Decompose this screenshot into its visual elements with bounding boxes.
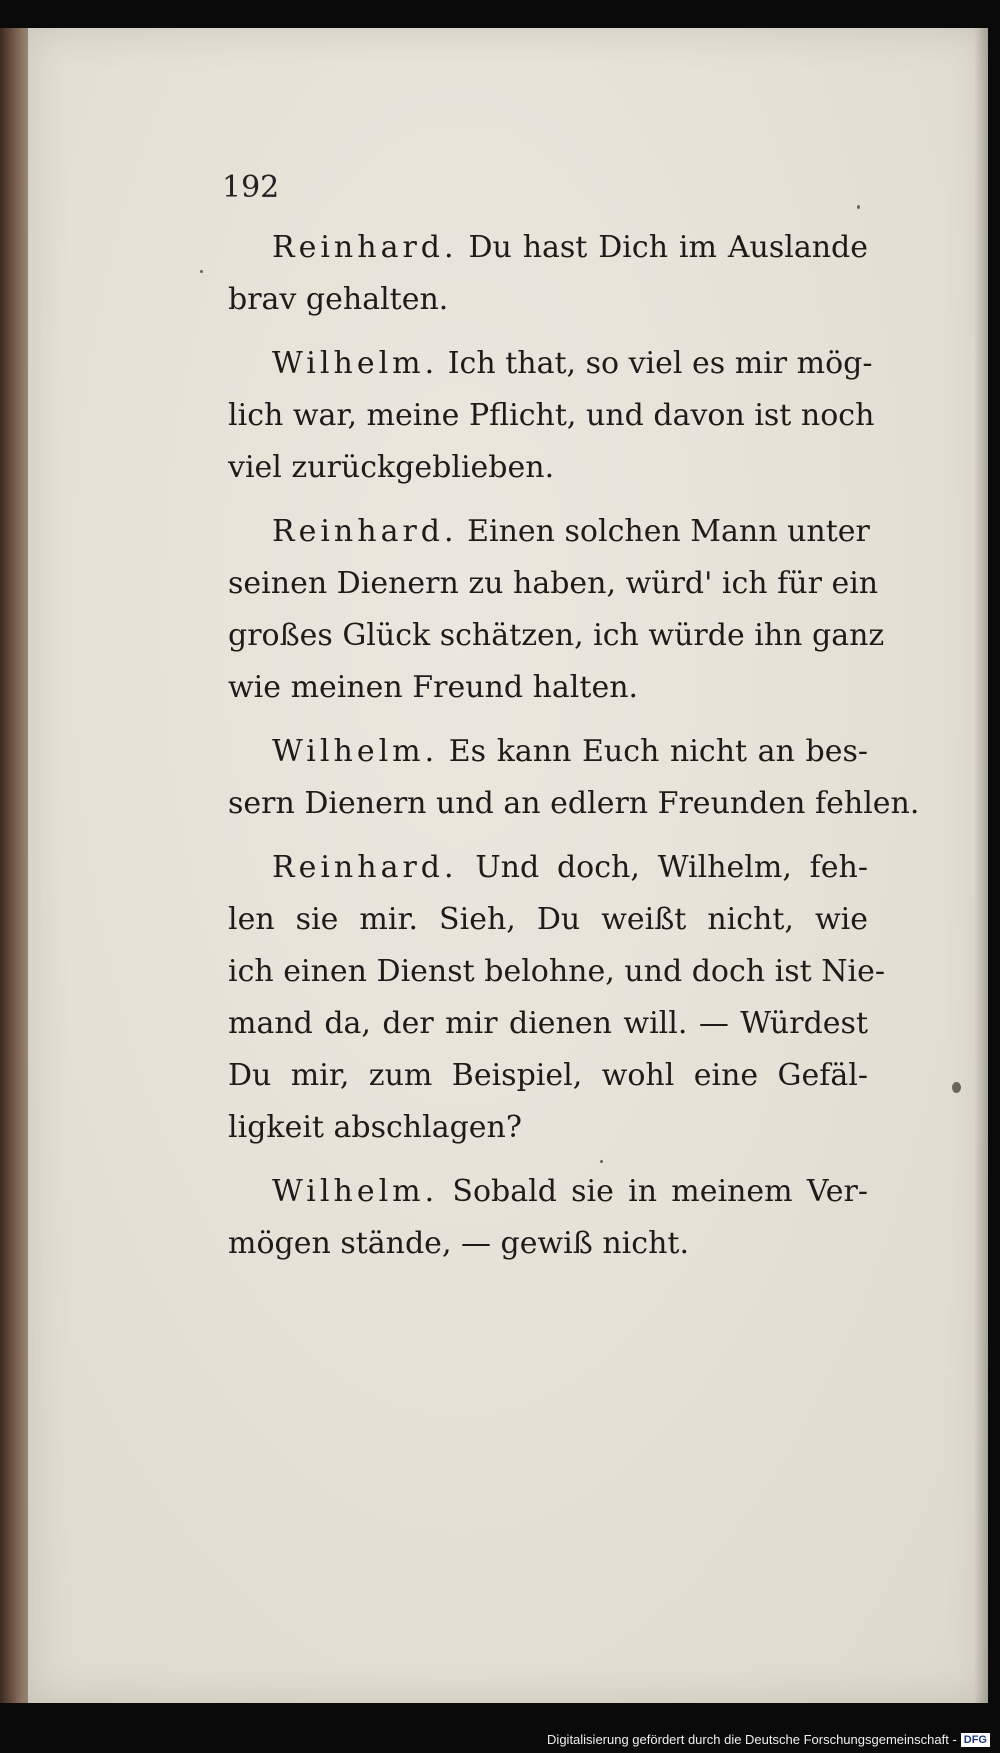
text-line: ich einen Dienst belohne, und doch ist Nie- [228,954,885,989]
text-line: len sie mir. Sieh, Du weißt nicht, wie [228,902,868,937]
page-number: 192 [222,170,280,205]
dialogue-paragraph [228,338,875,494]
dfg-logo: DFG [961,1733,990,1747]
dialogue-paragraph [228,1166,868,1270]
paper-speck [200,270,203,273]
text-line: lich war, meine Pflicht, und davon ist noch [228,398,875,433]
text-line: Reinhard. Du hast Dich im Auslande [272,230,868,265]
dialogue-text [228,222,920,1282]
dialogue-paragraph [228,842,885,1154]
credit-text: Digitalisierung gefördert durch die Deutsche Forschungsgemeinschaft - [547,1732,957,1747]
text-line: Reinhard. Und doch, Wilhelm, feh- [272,850,868,885]
speaker-name: Reinhard. [272,850,458,885]
text-line: mögen stände, — gewiß nicht. [228,1226,689,1261]
dialogue-paragraph [228,726,920,830]
paper-speck [952,1082,961,1093]
digitization-credit [547,1732,990,1747]
paper-speck [857,205,860,209]
text-line: Reinhard. Einen solchen Mann unter [272,514,870,549]
speaker-name: Reinhard. [272,230,458,265]
text-line: sern Dienern und an edlern Freunden fehlen. [228,786,920,821]
text-line: seinen Dienern zu haben, würd' ich für ein [228,566,879,601]
dialogue-paragraph [228,222,868,326]
text-line: mand da, der mir dienen will. — Würdest [228,1006,868,1041]
text-line: Wilhelm. Ich that, so viel es mir mög- [272,346,873,381]
text-line: Wilhelm. Es kann Euch nicht an bes- [272,734,868,769]
text-line: wie meinen Freund halten. [228,670,639,705]
text-line: Du mir, zum Beispiel, wohl eine Gefäl- [228,1058,868,1093]
speaker-name: Wilhelm. [272,734,439,769]
text-line: viel zurückgeblieben. [228,450,555,485]
text-line: ligkeit abschlagen? [228,1110,522,1145]
speaker-name: Reinhard. [272,514,458,549]
dialogue-paragraph [228,506,885,714]
text-line: brav gehalten. [228,282,449,317]
speaker-name: Wilhelm. [272,346,439,381]
text-line: Wilhelm. Sobald sie in meinem Ver- [272,1174,868,1209]
speaker-name: Wilhelm. [272,1174,439,1209]
page-edge-shadow [974,28,988,1703]
text-line: großes Glück schätzen, ich würde ihn ganz [228,618,885,653]
